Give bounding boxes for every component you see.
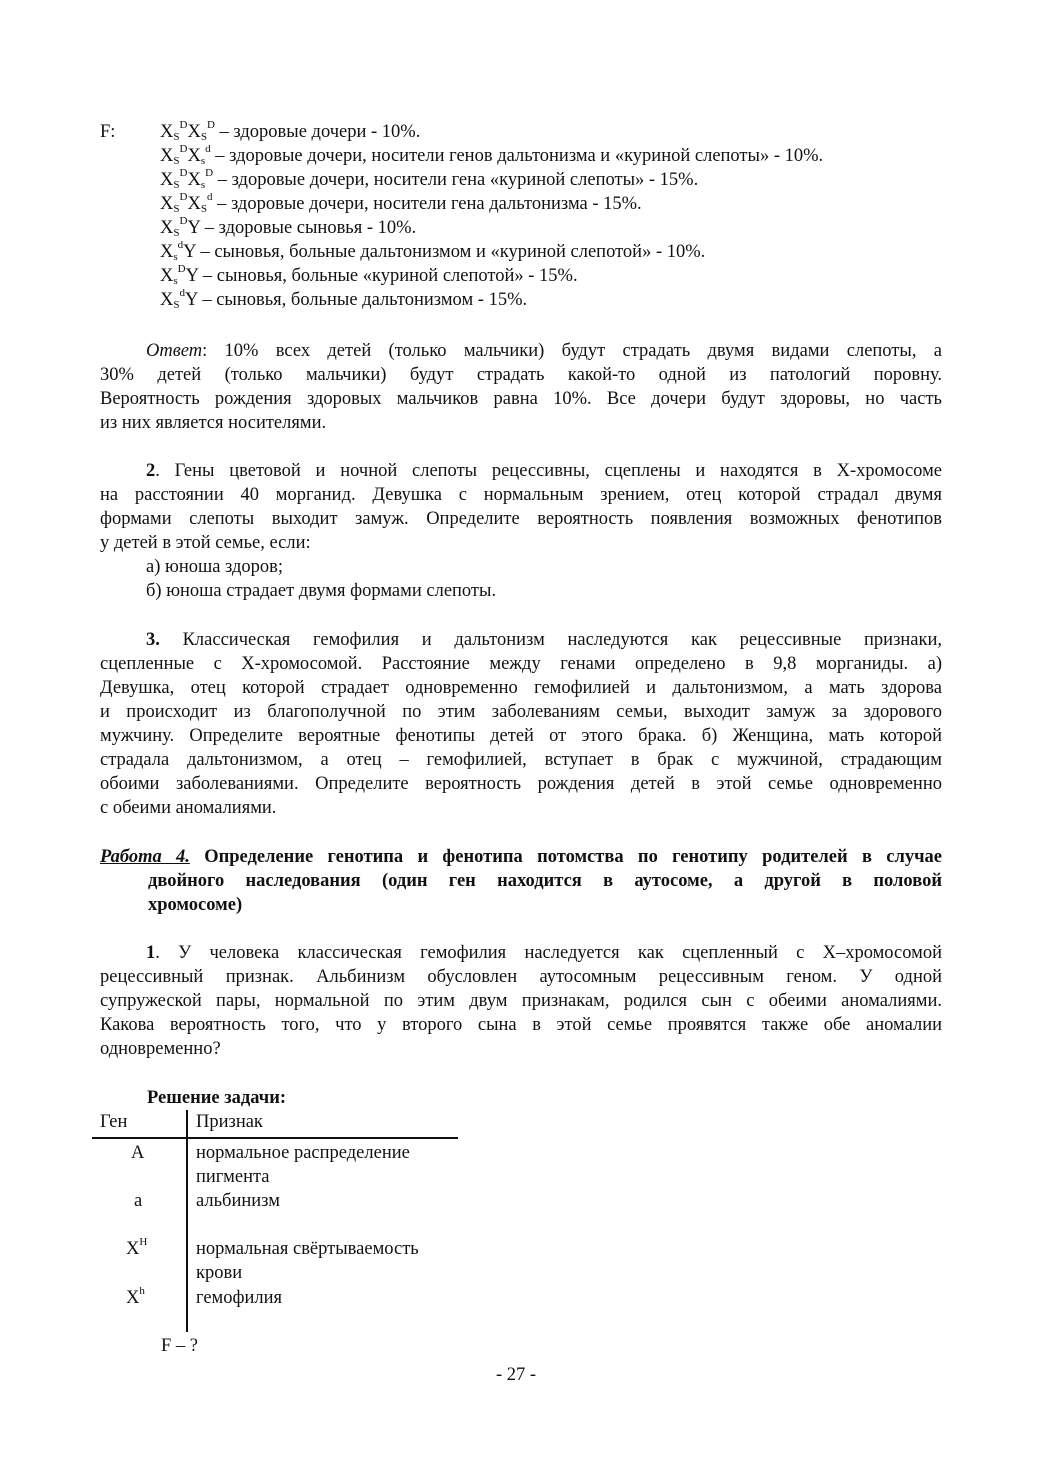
page-number: - 27 - — [496, 1365, 537, 1385]
trait-cell: пигмента — [196, 1167, 270, 1187]
task-line: формами слепоты выходит замуж. Определите вероятность появления возможных фенотипов — [100, 509, 942, 529]
heading-line: хромосоме) — [148, 895, 243, 915]
genotype-row: $X_S^DY$ – здоровые сыновья - 10%. — [160, 215, 417, 239]
task-line: страдала дальтонизмом, а отец – гемофилией, вступает в брак с мужчиной, страдающим — [100, 750, 942, 770]
task-number: 2 — [146, 461, 156, 481]
answer-label: Ответ — [146, 341, 203, 361]
gene-cell: A — [131, 1143, 145, 1163]
genotype-row: $X_S^DX_s^d$ – здоровые дочери, носители генов дальтонизма и «куриной слепоты» - 10%. — [160, 143, 824, 167]
answer-line: из них является носителями. — [100, 413, 327, 433]
trait-cell: нормальное распределение — [196, 1143, 410, 1163]
task-line: 3. Классическая гемофилия и дальтонизм наследуются как рецессивные признаки, — [146, 630, 942, 650]
task-line: обоими заболеваниями. Определите вероятность рождения детей в этой семье одновременно — [100, 774, 942, 794]
task-line: мужчину. Определите вероятные фенотипы детей от этого брака. б) Женщина, мать которой — [100, 726, 942, 746]
f-label: F: — [100, 122, 116, 142]
task-line: и происходит из благополучной по этим заболеваниям семьи, выходит замуж за здорового — [100, 702, 942, 722]
task-line: 1. У человека классическая гемофилия наследуется как сцепленный с Х–хромосомой — [146, 943, 942, 963]
genotype-row: $X_S^DX_S^d$ – здоровые дочери, носители гена дальтонизма - 15%. — [160, 191, 642, 215]
answer-line: Ответ: 10% всех детей (только мальчики) будут страдать двумя видами слепоты, а — [146, 341, 942, 361]
task-line: Какова вероятность того, что у второго сына в этой семье проявятся также обе аномалии — [100, 1015, 942, 1035]
trait-cell: крови — [196, 1263, 243, 1283]
task-number: 3. — [146, 630, 160, 650]
answer-line: 30% детей (только мальчики) будут страдать какой-то одной из патологий поровну. — [100, 365, 942, 385]
trait-cell: нормальная свёртываемость — [196, 1239, 419, 1259]
genotype-row: $X_S^DX_S^D$ – здоровые дочери - 10%. — [160, 119, 421, 143]
answer-line: Вероятность рождения здоровых мальчиков равна 10%. Все дочери будут здоровы, но часть — [100, 389, 942, 409]
task-3-paragraph — [100, 628, 942, 820]
task-2-option-a: а) юноша здоров; — [146, 557, 284, 577]
task-line: одновременно? — [100, 1039, 221, 1059]
task-line: Девушка, отец которой страдает одновременно гемофилией и дальтонизмом, а мать здорова — [100, 678, 942, 698]
task-4-1-paragraph — [100, 941, 942, 1061]
genotype-row: $X_S^dY$ – сыновья, больные дальтонизмом - 15%. — [160, 287, 528, 311]
gene-column-header: Ген — [100, 1112, 128, 1132]
task-line: у детей в этой семье, если: — [100, 533, 311, 553]
heading-line: Работа 4. Определение генотипа и фенотипа потомства по генотипу родителей в случае — [100, 847, 942, 867]
task-2-paragraph — [100, 459, 942, 555]
genotype-row: $X_S^DX_s^D$ – здоровые дочери, носители гена «куриной слепоты» - 15%. — [160, 167, 699, 191]
task-line: рецессивный признак. Альбинизм обусловлен аутосомным рецессивным геном. У одной — [100, 967, 942, 987]
work-4-heading — [100, 845, 942, 917]
table-vertical-divider — [186, 1110, 188, 1332]
task-2-option-b: б) юноша страдает двумя формами слепоты. — [146, 581, 497, 601]
solution-title: Решение задачи: — [147, 1088, 287, 1108]
heading-line: двойного наследования (один ген находится в аутосоме, а другой в половой — [148, 871, 942, 891]
trait-cell: гемофилия — [196, 1288, 283, 1308]
trait-cell: альбинизм — [196, 1191, 280, 1211]
genotype-row: $X_s^dY$ – сыновья, больные дальтонизмом и «куриной слепотой» - 10%. — [160, 239, 706, 263]
answer-paragraph — [100, 339, 942, 435]
task-line: с обеими аномалиями. — [100, 798, 277, 818]
trait-column-header: Признак — [196, 1112, 263, 1132]
task-number: 1 — [146, 943, 156, 963]
solution-footer: F – ? — [161, 1336, 198, 1356]
gene-cell: $X^h$ — [126, 1285, 145, 1308]
table-header-divider — [92, 1137, 458, 1139]
task-line: на расстоянии 40 морганид. Девушка с нормальным зрением, отец которой страдал двумя — [100, 485, 942, 505]
task-line: сцепленные с Х-хромосомой. Расстояние между генами определено в 9,8 морганиды. а) — [100, 654, 942, 674]
task-line: супружеской пары, нормальной по этим двум признакам, родился сын с обеими аномалиями. — [100, 991, 942, 1011]
task-line: 2. Гены цветовой и ночной слепоты рецессивны, сцеплены и находятся в Х-хромосоме — [146, 461, 942, 481]
work-label: Работа 4. — [100, 847, 190, 867]
genotype-row: $X_s^DY$ – сыновья, больные «куриной слепотой» - 15%. — [160, 263, 578, 287]
gene-cell: a — [134, 1191, 143, 1211]
gene-cell: $X^H$ — [126, 1236, 148, 1259]
